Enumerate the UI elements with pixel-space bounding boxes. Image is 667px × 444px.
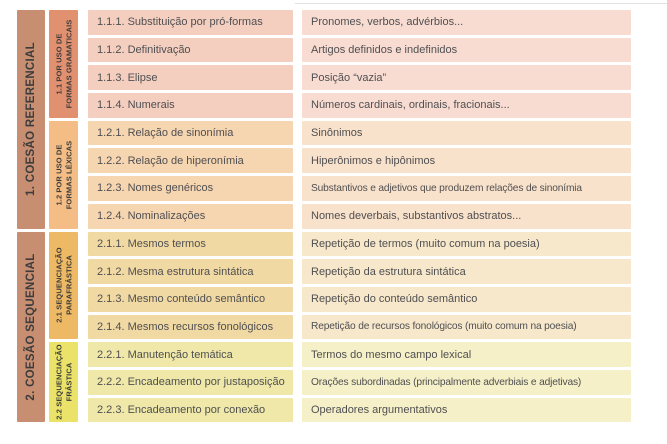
subgroup-label-line1: 1.1 POR USO DE <box>54 33 63 95</box>
group-header-coesao-referencial <box>17 10 45 229</box>
subgroup-label-line2: FORMAS GRAMATICAIS <box>63 19 73 109</box>
row-description-cell: Sinônimos <box>302 121 631 146</box>
row-label-cell: 2.2.2. Encadeamento por justaposição <box>88 370 293 395</box>
row-label-cell: 1.2.4. Nominalizações <box>88 204 293 229</box>
row-label-cell: 1.2.1. Relação de sinonímia <box>88 121 293 146</box>
row-label-cell: 2.1.4. Mesmos recursos fonológicos <box>88 315 293 340</box>
subgroup-header-label <box>54 345 73 420</box>
row-label-cell: 1.1.1. Substituição por pró-formas <box>88 10 293 35</box>
row-description-cell: Nomes deverbais, substantivos abstratos... <box>302 204 631 229</box>
row-description-cell: Hiperônimos e hipônimos <box>302 148 631 173</box>
subgroup-label-line1: 2.2 SEQUENCIAÇÃO <box>54 344 63 420</box>
row-description-cell: Números cardinais, ordinais, fracionais... <box>302 93 631 118</box>
group-header-label: 2. COESÃO SEQUENCIAL <box>25 253 37 401</box>
row-description-cell: Substantivos e adjetivos que produzem relações de sinonímia <box>302 176 631 201</box>
group-header-label: 1. COESÃO REFERENCIAL <box>25 42 37 197</box>
subgroup-label-line1: 2.1 SEQUENCIAÇÃO <box>54 247 63 324</box>
subgroup-label-line2: FRÁSTICA <box>63 362 73 402</box>
row-label-cell: 1.2.3. Nomes genéricos <box>88 176 293 201</box>
subgroup-header-label <box>54 140 73 209</box>
row-description-cell: Orações subordinadas (principalmente adverbiais e adjetivas) <box>302 370 631 395</box>
row-description-cell: Repetição de recursos fonológicos (muito comum na poesia) <box>302 315 631 340</box>
row-description-cell: Posição “vazia” <box>302 65 631 90</box>
subgroup-header-label <box>54 20 73 109</box>
row-label-cell: 2.1.3. Mesmo conteúdo semântico <box>88 287 293 312</box>
subgroup-label-line2: PARAFRÁSTICA <box>63 255 73 316</box>
subgroup-label-line1: 1.2 POR USO DE <box>54 144 63 206</box>
row-label-cell: 2.1.2. Mesma estrutura sintática <box>88 259 293 284</box>
row-label-cell: 2.1.1. Mesmos termos <box>88 232 293 257</box>
row-description-cell: Operadores argumentativos <box>302 398 631 423</box>
subgroup-header-label <box>54 248 73 323</box>
group-header-coesao-sequencial <box>17 232 45 423</box>
row-description-cell: Repetição de termos (muito comum na poesia) <box>302 232 631 257</box>
subgroup-header-2-2-sequenciacao-frastica <box>49 342 78 422</box>
row-description-cell: Artigos definidos e indefinidos <box>302 38 631 63</box>
subgroup-header-2-1-sequenciacao-parafrastica <box>49 232 78 340</box>
cohesion-grid <box>17 10 631 422</box>
row-label-cell: 1.1.2. Definitivação <box>88 38 293 63</box>
row-description-cell: Termos do mesmo campo lexical <box>302 342 631 367</box>
subgroup-header-1-2-formas-lexicas <box>49 121 78 229</box>
subgroup-header-1-1-formas-gramaticais <box>49 10 78 118</box>
row-label-cell: 1.1.4. Numerais <box>88 93 293 118</box>
row-description-cell: Repetição da estrutura sintática <box>302 259 631 284</box>
row-description-cell: Pronomes, verbos, advérbios... <box>302 10 631 35</box>
page-top-rule <box>295 3 667 4</box>
row-label-cell: 2.2.1. Manutenção temática <box>88 342 293 367</box>
row-description-cell: Repetição do conteúdo semântico <box>302 287 631 312</box>
subgroup-label-line2: FORMAS LÉXICAS <box>63 140 73 209</box>
row-label-cell: 1.1.3. Elipse <box>88 65 293 90</box>
row-label-cell: 1.2.2. Relação de hiperonímia <box>88 148 293 173</box>
row-label-cell: 2.2.3. Encadeamento por conexão <box>88 398 293 423</box>
